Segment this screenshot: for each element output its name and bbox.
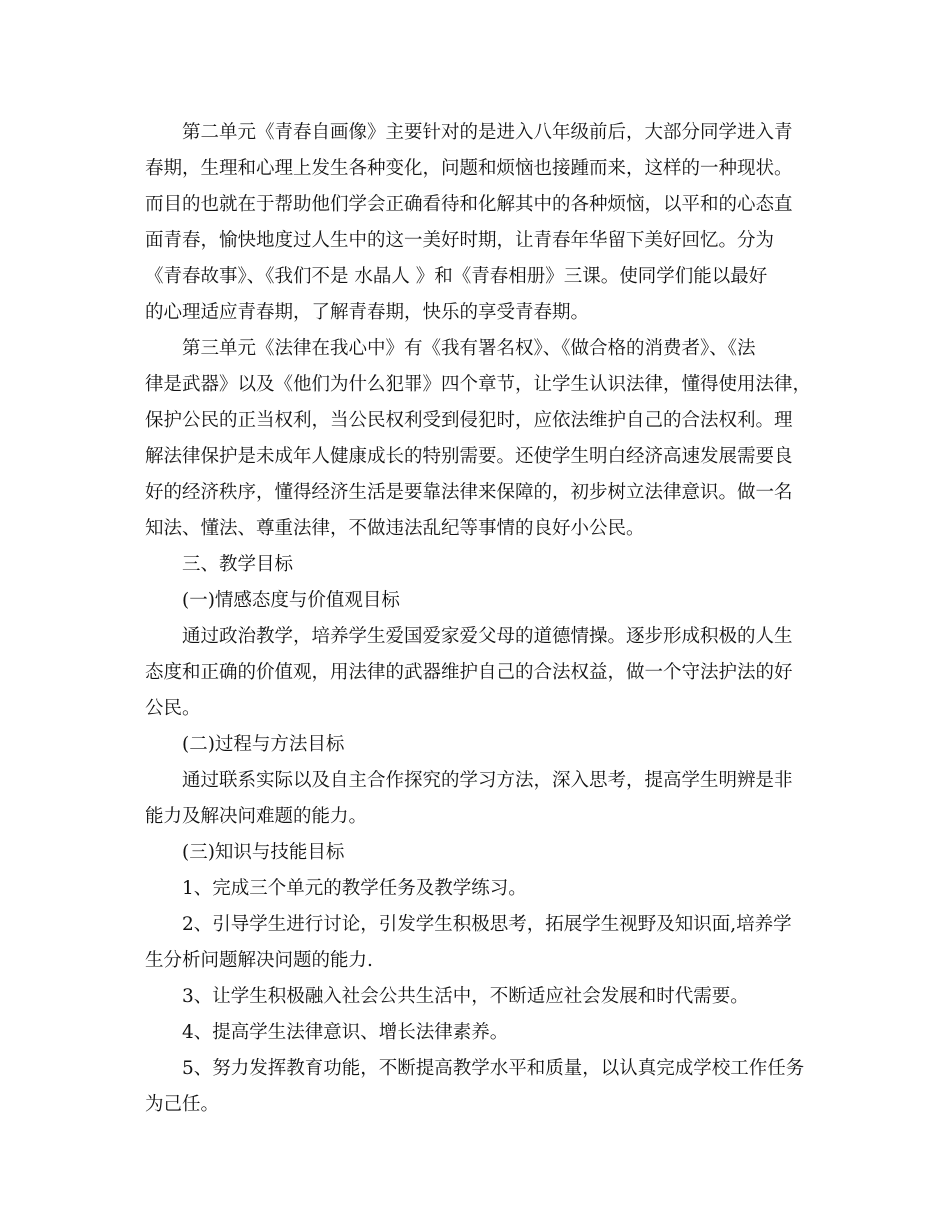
- text-line: 1、完成三个单元的教学任务及教学练习。: [182, 878, 527, 899]
- text-line: 春期，生理和心理上发生各种变化，问题和烦恼也接踵而来，这样的一种现状。: [145, 158, 793, 179]
- text-line: (二)过程与方法目标: [182, 734, 345, 755]
- paragraph-unit-three: [145, 331, 811, 547]
- item-2: [145, 907, 811, 979]
- heading-knowledge-goals: [145, 835, 811, 871]
- text-line: 4、提高学生法律意识、增长法律素养。: [182, 1022, 509, 1043]
- text-line: 为己任。: [145, 1094, 220, 1115]
- item-5: [145, 1051, 811, 1123]
- heading-teaching-goals: [145, 547, 811, 583]
- paragraph-process-goals: [145, 763, 811, 835]
- text-line: 面青春，愉快地度过人生中的这一美好时期，让青春年华留下美好回忆。分为: [145, 230, 775, 251]
- text-line: 的心理适应青春期，了解青春期，快乐的享受青春期。: [145, 302, 590, 323]
- heading-process-goals: [145, 727, 811, 763]
- item-4: [145, 1015, 811, 1051]
- paragraph-unit-two: [145, 115, 811, 331]
- text-line: 而目的也就在于帮助他们学会正确看待和化解其中的各种烦恼，以平和的心态直: [145, 194, 793, 215]
- text-line: (一)情感态度与价值观目标: [182, 590, 400, 611]
- text-line: 态度和正确的价值观，用法律的武器维护自己的合法权益，做一个守法护法的好: [145, 662, 793, 683]
- text-line: (三)知识与技能目标: [182, 842, 345, 863]
- text-line: 保护公民的正当权利，当公民权利受到侵犯时，应依法维护自己的合法权利。理: [145, 410, 793, 431]
- paragraph-emotion-goals: [145, 619, 811, 727]
- item-3: [145, 979, 811, 1015]
- text-line: 3、让学生积极融入社会公共生活中，不断适应社会发展和时代需要。: [182, 986, 749, 1007]
- document-body: [145, 115, 811, 1123]
- text-line: 三、教学目标: [182, 554, 294, 575]
- text-line: 通过政治教学，培养学生爱国爱家爱父母的道德情操。逐步形成积极的人生: [182, 626, 793, 647]
- text-line: 知法、懂法、尊重法律，不做违法乱纪等事情的良好小公民。: [145, 518, 645, 539]
- text-line: 《青春故事》、《我们不是 水晶人 》和《青春相册》三课。使同学们能以最好: [145, 266, 768, 287]
- text-line: 律是武器》以及《他们为什么犯罪》四个章节，让学生认识法律，懂得使用法律，: [145, 374, 811, 395]
- text-line: 通过联系实际以及自主合作探究的学习方法，深入思考，提高学生明辨是非: [182, 770, 793, 791]
- text-line: 5、努力发挥教育功能，不断提高教学水平和质量，以认真完成学校工作任务: [182, 1058, 805, 1079]
- text-line: 好的经济秩序，懂得经济生活是要靠法律来保障的，初步树立法律意识。做一名: [145, 482, 793, 503]
- text-line: 生分析问题解决问题的能力.: [145, 950, 373, 971]
- text-line: 第二单元《青春自画像》主要针对的是进入八年级前后，大部分同学进入青: [182, 122, 793, 143]
- text-line: 解法律保护是未成年人健康成长的特别需要。还使学生明白经济高速发展需要良: [145, 446, 793, 467]
- heading-emotion-goals: [145, 583, 811, 619]
- text-line: 能力及解决问难题的能力。: [145, 806, 368, 827]
- item-1: [145, 871, 811, 907]
- text-line: 2、引导学生进行讨论，引发学生积极思考，拓展学生视野及知识面,培养学: [182, 914, 792, 935]
- text-line: 第三单元《法律在我心中》有《我有署名权》、《做合格的消费者》、《法: [182, 338, 756, 359]
- text-line: 公民。: [145, 698, 201, 719]
